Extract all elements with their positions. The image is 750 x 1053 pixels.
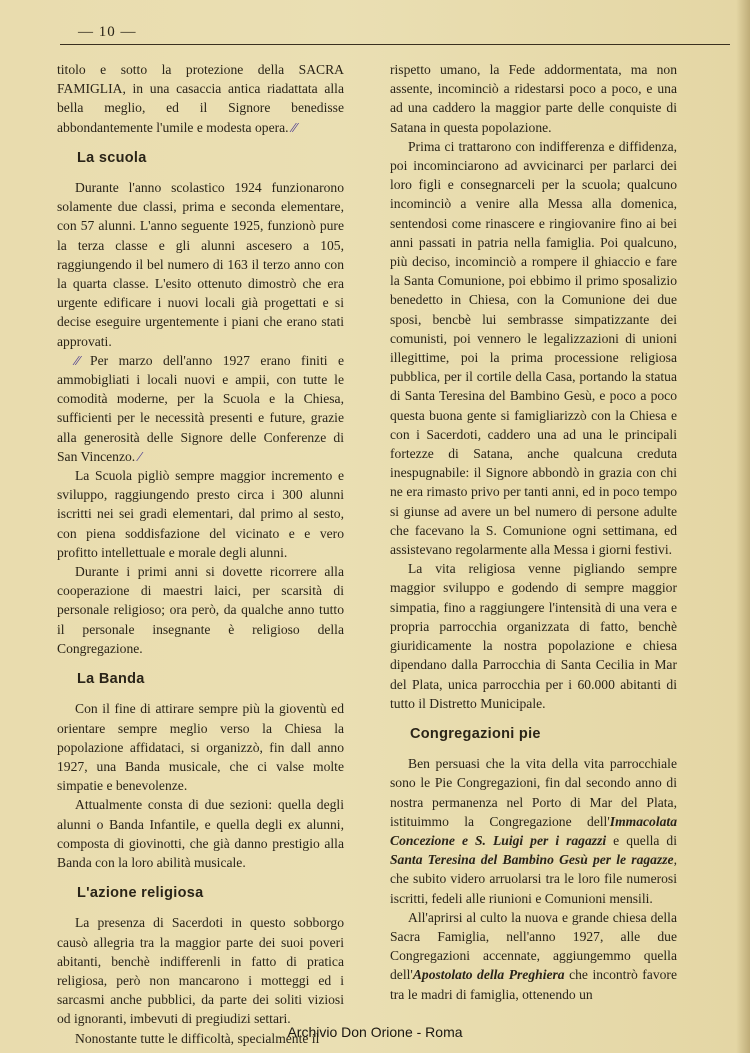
right-column [390,60,677,1004]
page-number: — 10 — [78,24,137,40]
paragraph-scuola-4: Durante i primi anni si dovette ricorrere alla cooperazione di maestri laici, per scarsità di personale religioso; ora però, da qualche anno tutto il personale insegnante è religioso della Congregazione. [57,564,344,656]
heading-la-scuola: La scuola [77,149,147,166]
paragraph-azione-2: Nonostante tutte le difficoltà, specialmente il [75,1030,320,1046]
paragraph-continuation: rispetto umano, la Fede addormentata, ma non assente, incominciò a ridestarsi poco a poco, e una ad una caddero la maggior parte delle conquiste di Satana in questa popolazione. [390,62,677,135]
page-header [60,24,730,46]
heading-congregazioni-pie: Congregazioni pie [410,725,541,742]
archive-footer: Archivio Don Orione - Roma [287,1024,463,1040]
paragraph-banda-2: Attualmente consta di due sezioni: quella degli alunni o Banda Infantile, e quella degli ex alunni, composta di giovinotti, che già danno prestigio alla Banda con la loro abilità musicale. [57,797,344,870]
paragraph-congregazioni-2: All'aprirsi al culto la nuova e grande chiesa della Sacra Famiglia, nell'anno 1927, alle due Congregazioni accennate, aggiungemmo quella dell'Apostolato della Preghiera che incontrò favore tra le madri di famiglia, ottenendo un [390,909,677,1002]
paragraph-scuola-3: La Scuola pigliò sempre maggior incremento e sviluppo, raggiungendo presto circa i 300 alunni iscritti nei sei gradi elementari, dal primo al sesto, con piena soddisfazione del vicinato e e vero profitto intellettuale e morale degli alunni. [57,468,344,560]
page-edge-shadow [736,0,750,1053]
paragraph-azione-1: La presenza di Sacerdoti in questo sobborgo causò allegria tra la maggior parte dei suoi poveri abitanti, benchè indifferenli in fatto di pratica religiosa, però non mancarono i motteggi ed i sarcasmi anche pubblici, da parte dei soliti viziosi od ignoranti, imbevuti di pregiudizi settari. [57,915,344,1027]
paragraph-intro: titolo e sotto la protezione della SACRA FAMIGLIA, in una casaccia antica riadattata alla bella meglio, ed il Signore benedisse abbondantemente l'umile e modesta opera. ⁄⁄ [57,62,344,135]
paragraph-vita-religiosa: La vita religiosa venne pigliando sempre maggior sviluppo e godendo di sempre maggior simpatia, fino a raggiungere l'intensità di una vera e propria parrocchia organizzata di fatto, benchè giuridicamente la nostra popolazione e chiesa dipendano dalla Parrocchia di Santa Cecilia in Mar del Plata, unica parrocchia per i 60.000 abitanti di tutto il Distretto Municipale. [390,561,677,711]
paragraph-scuola-2: ⁄⁄ Per marzo dell'anno 1927 erano finiti e ammobigliati i locali nuovi e ampii, con tutte le comodità moderne, per la Scuola e la Chiesa, sufficienti per le necessità presenti e future, grazie alla generosità delle Signore delle Conferenze di San Vincenzo. ⁄ [57,352,344,464]
paragraph-banda-1: Con il fine di attirare sempre più la gioventù ed orientare sempre meglio verso la Chiesa la popolazione affidataci, si organizzò, fin dall anno 1927, una Banda musicale, che ci valse molte simpatie e benevolenze. [57,701,344,794]
paragraph-congregazioni-1: Ben persuasi che la vita della vita parrocchiale sono le Pie Congregazioni, fin dal secondo anno di nostra permanenza nel Porto di Mar del Plata, istituimmo la Congregazione dell'Immacolata Concezione e S. Luigi per i ragazzi e quella di Santa Teresina del Bambino Gesù per le ragazze, che subito videro arruolarsi tra le loro file numerosi iscritti, fedeli alle riunioni e Comunioni mensili. [390,756,677,906]
heading-azione-religiosa: L'azione religiosa [77,885,204,902]
paragraph-scuola-1: Durante l'anno scolastico 1924 funzionarono solamente due classi, prima e seconda elementare, con 57 alunni. L'anno seguente 1925, funzionò pure la terza classe e gli alunni ascesero a 105, raggiungendo il bel numero di 163 il terzo anno con la quarta classe. L'esito ottenuto dimostrò che era urgente edificare i nuovi locali già progettati e si decise eseguire urgentemente i piani che erano stati approvati. [57,180,344,349]
left-column [57,60,344,1048]
paragraph-prima: Prima ci trattarono con indifferenza e diffidenza, poi incominciarono ad avvicinarci per parlarci dei loro figli e consegnarceli per la scuola; qualcuno incominciò a venire alla Messa alla domenica, sentendosi come rinascere e ringiovanire fino ai bei anni passati in patria nella famiglia. Poi qualcuno, più deciso, incominciò a rompere il ghiaccio e fare la Santa Comunione, poi ebbimo il primo sposalizio benedetto in Chiesa, con la Comunione dei due sposi, bencbè lui sembrasse simpatizzante dei comunisti, poi vennero le legalizzazioni di unioni illegittime, poi la prima processione religiosa pubblica, per il cortile della Casa, portando la statua di Santa Teresina del Bambino Gesù, e poco a poco questa buona gente si famigliarizzò con la Chiesa e con i Sacerdoti, caddero una ad una le principali fortezze di Satana, anche qualcuna creduta inespugnabile: il Signore abbondò in grazia con chi ne era rimasto privo per tanti anni, ed in poco tempo si giunse ad avere un bel numero di persone adulte che facevano la S. Comunione ogni settimana, ed assistevano regolarmente alla Messa i giorni festivi. [390,138,677,558]
header-rule [60,44,730,45]
margin-mark: ⁄⁄ [75,352,80,368]
margin-mark: ⁄⁄ [291,119,297,135]
heading-la-banda: La Banda [77,671,145,688]
margin-mark: ⁄ [138,448,141,464]
